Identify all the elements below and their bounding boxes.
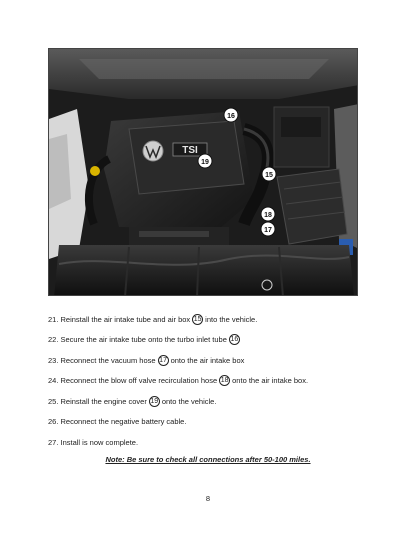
step-23: 23. Reconnect the vacuum hose 17 onto the air intake box [48,355,245,365]
page-number: 8 [205,494,211,503]
step-24: 24. Reconnect the blow off valve recirculation hose 18 onto the air intake box. [48,376,309,386]
step-26: 26. Reconnect the negative battery cable. [48,417,187,427]
svg-text:18: 18 [264,212,272,219]
ref-callout: 15 [193,315,202,323]
svg-text:16: 16 [227,113,235,120]
callout-18 [261,207,275,221]
step-21: 21. Reinstall the air intake tube and air box 15 into the vehicle. [48,314,258,324]
ref-callout: 19 [150,397,159,405]
step-27: 27. Install is now complete. [48,437,139,447]
callout-16 [224,108,238,122]
step-22: 22. Secure the air intake tube onto the turbo inlet tube 16 [48,335,239,345]
maintenance-note: Note: Be sure to check all connections after 50-100 miles. [105,455,311,464]
engine-bay-illustration [49,49,358,296]
step-25: 25. Reinstall the engine cover 19 onto the vehicle. [48,396,217,406]
svg-text:15: 15 [265,172,273,179]
svg-text:17: 17 [264,227,272,234]
callout-19 [198,154,212,168]
callout-17 [261,222,275,236]
tsi-badge-text: TSI [182,145,198,156]
svg-text:19: 19 [201,159,209,166]
ref-callout: 17 [159,356,167,364]
ref-callout: 16 [230,336,239,344]
instruction-steps [48,309,378,453]
engine-bay-photo [48,48,358,296]
ref-callout: 18 [220,377,229,385]
callout-15 [262,167,276,181]
